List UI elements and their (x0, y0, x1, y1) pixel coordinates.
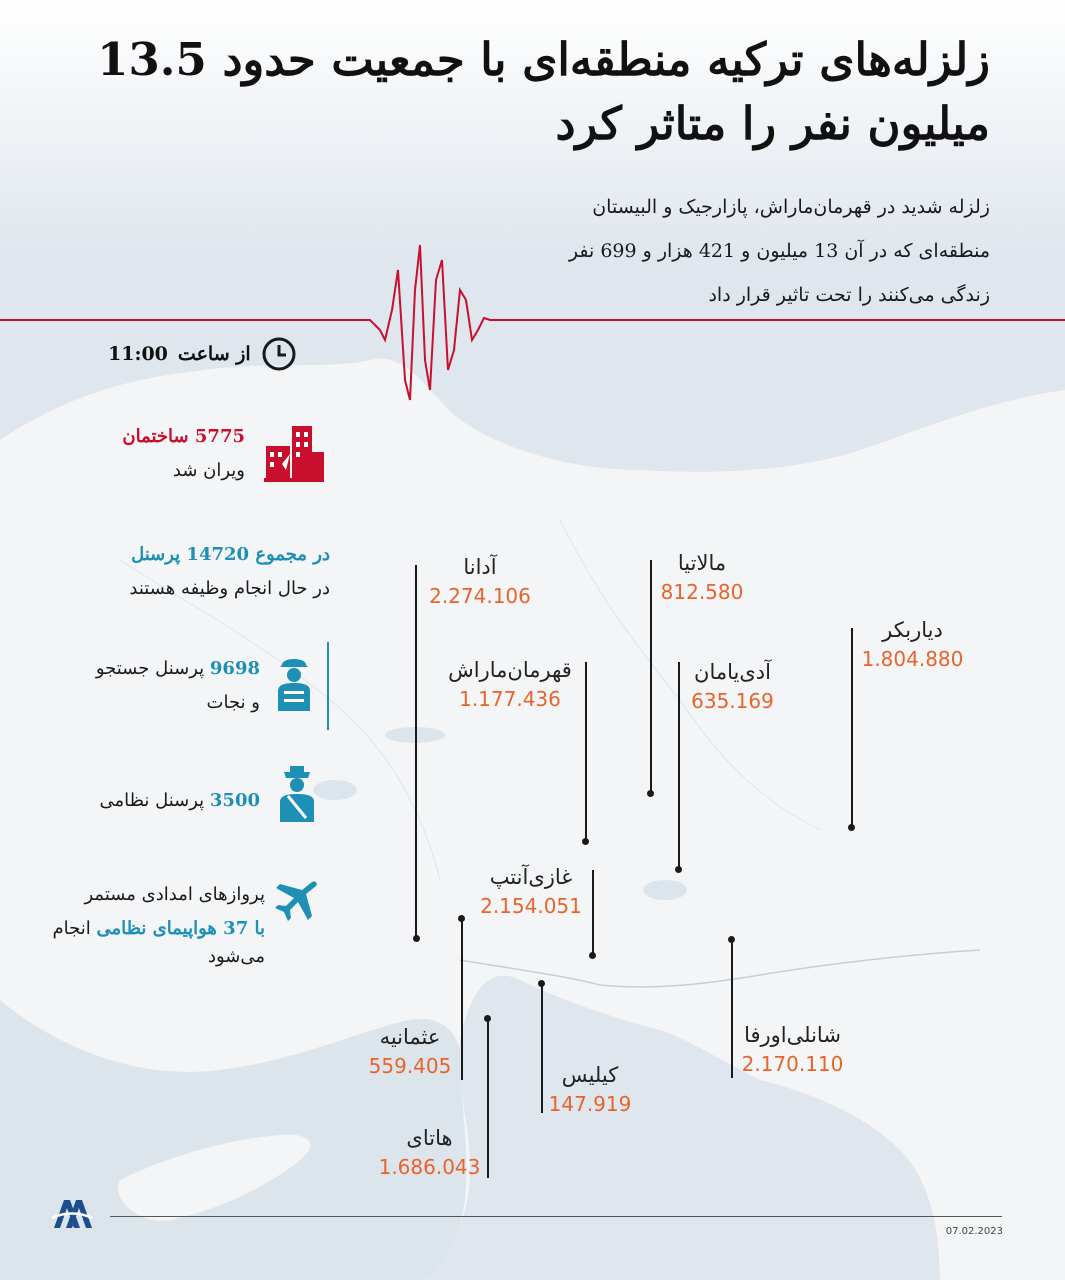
stat-military (20, 784, 260, 818)
city-adiyaman (680, 657, 785, 715)
city-name: عثمانیه (379, 1025, 441, 1049)
stat-buildings-text: ویران شد (172, 460, 245, 481)
lake (643, 880, 687, 900)
city-gaziantep (470, 862, 592, 920)
city-population: 559.405 (368, 1054, 452, 1078)
city-diyarbakir (855, 615, 970, 673)
city-name: مالاتیا (677, 551, 727, 575)
stat-rescue-text1: پرسنل جستجو (95, 658, 205, 679)
clock-icon (261, 336, 297, 372)
page-title: زلزله‌های ترکیه منطقه‌ای با جمعیت حدود 13.5 میلیون نفر را متاثر کرد (97, 33, 990, 150)
city-population: 2.170.110 (741, 1052, 844, 1076)
city-name: آدانا (463, 555, 497, 579)
subtitle-line: زندگی می‌کنند را تحت تاثیر قرار داد (708, 284, 990, 306)
city-marker (484, 1015, 491, 1022)
stat-rescue-value: 9698 (209, 658, 260, 679)
stat-buildings (5, 420, 245, 488)
time-value: 11:00 (108, 343, 168, 365)
footer-date: 07.02.2023 (945, 1226, 1003, 1237)
city-name: قهرمان‌ماراش (448, 658, 572, 682)
stat-flights-value: با 37 هواپیمای نظامی (96, 918, 265, 939)
city-marker (538, 980, 545, 987)
city-marker (589, 952, 596, 959)
footer-divider (110, 1216, 1002, 1217)
stat-flights (0, 878, 265, 946)
leader-line (592, 870, 594, 955)
stat-military-value: 3500 (209, 790, 260, 811)
stat-buildings-value: 5775 ساختمان (122, 426, 245, 447)
seismograph-icon (0, 240, 1065, 410)
stat-personnel-text: در حال انجام وظیفه هستند (129, 578, 330, 599)
time-info (108, 335, 297, 373)
city-population: 1.804.880 (861, 647, 964, 671)
airplane-icon (272, 878, 318, 924)
subtitle-line: منطقه‌ای که در آن 13 میلیون و 421 هزار و 699 نفر (568, 240, 990, 262)
city-name: آدی‌یامان (694, 660, 771, 684)
city-marker (413, 935, 420, 942)
leader-line (585, 662, 587, 840)
city-population: 1.177.436 (459, 687, 561, 711)
soldier-icon (276, 762, 318, 824)
city-population: 2.154.051 (480, 894, 582, 918)
city-hatay (372, 1123, 487, 1181)
city-marker (848, 824, 855, 831)
city-name: دیاربکر (882, 618, 943, 642)
lake (313, 780, 357, 800)
city-name: کیلیس (561, 1063, 619, 1087)
stat-rescue-text2: و نجات (206, 692, 260, 713)
city-population: 1.686.043 (378, 1155, 481, 1179)
city-name: غازی‌آنتپ (489, 865, 573, 889)
city-marker (675, 866, 682, 873)
stat-personnel-value: در مجموع 14720 پرسنل (131, 544, 330, 565)
aa-logo-icon (50, 1196, 94, 1230)
subtitle-line: زلزله شدید در قهرمان‌ماراش، پازارجیک و البیستان (592, 196, 990, 218)
leader-line (851, 628, 853, 826)
city-population: 812.580 (660, 580, 744, 604)
city-marker (647, 790, 654, 797)
rescue-worker-icon (274, 653, 314, 713)
stat-personnel (10, 538, 330, 606)
leader-line (541, 983, 543, 1113)
time-label: از ساعت (177, 343, 251, 365)
city-kahramanmaras (435, 655, 585, 713)
stat-military-text: پرسنل نظامی (99, 790, 205, 811)
city-population: 147.919 (548, 1092, 632, 1116)
city-osmaniye (360, 1022, 460, 1080)
city-marker (582, 838, 589, 845)
stat-rescue (20, 652, 260, 720)
city-population: 635.169 (691, 689, 774, 713)
city-population: 2.274.106 (429, 584, 531, 608)
leader-line (461, 917, 463, 1080)
city-marker (458, 915, 465, 922)
divider (327, 642, 329, 730)
city-name: هاتای (406, 1126, 453, 1150)
city-malatya (652, 548, 752, 606)
stat-flights-tail (0, 946, 265, 968)
stat-flights-line2a: انجام (52, 918, 91, 939)
stat-flights-line1: پروازهای امدادی مستمر (84, 884, 265, 905)
collapsed-building-icon (262, 424, 326, 482)
leader-line (731, 938, 733, 1078)
city-adana (420, 552, 540, 610)
leader-line (487, 1018, 489, 1178)
city-marker (728, 936, 735, 943)
city-kilis (545, 1060, 635, 1118)
leader-line (415, 565, 417, 937)
stat-flights-line2b: می‌شود (207, 946, 265, 967)
city-name: شانلی‌اورفا (744, 1023, 841, 1047)
city-sanliurfa (735, 1020, 850, 1078)
